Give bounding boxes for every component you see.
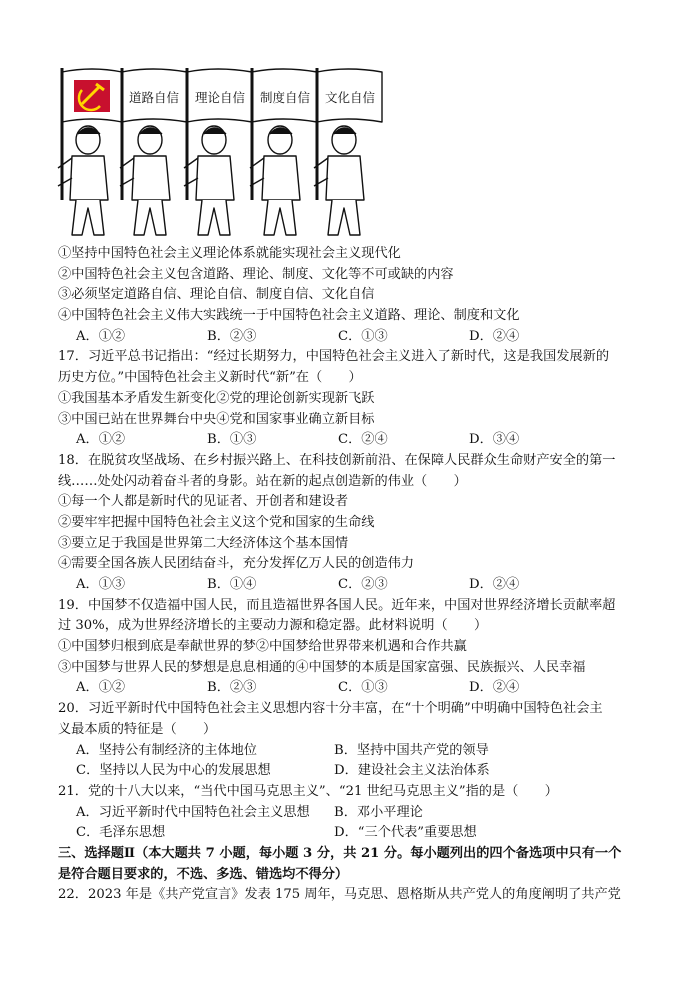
q17-stem-line-2: 历史方位。”中国特色社会主义新时代“新”在（ ） [58, 370, 362, 386]
q17-option-a[interactable]: A．①② [76, 432, 126, 448]
q17-options [58, 430, 648, 451]
q21-option-a[interactable]: A．习近平新时代中国特色社会主义思想 [76, 804, 310, 820]
q21-option-d[interactable]: D．“三个代表”重要思想 [334, 825, 477, 841]
q18-options [58, 575, 648, 596]
q20-stem-line-2: 义最本质的特征是（ ） [58, 721, 217, 737]
q16-statement-4: ④中国特色社会主义伟大实践统一于中国特色社会主义道路、理论、制度和文化 [58, 308, 520, 324]
q20-option-c[interactable]: C．坚持以人民为中心的发展思想 [76, 763, 271, 779]
q18-statement-1: ①每一个人都是新时代的见证者、开创者和建设者 [58, 494, 349, 510]
flag-label-system: 制度自信 [259, 90, 311, 105]
flag-label-theory: 理论自信 [194, 90, 246, 105]
q20-options-row-2 [58, 761, 648, 782]
q18-option-c[interactable]: C．②③ [338, 577, 388, 592]
flag-label-culture: 文化自信 [324, 90, 376, 105]
q16-statement-1: ①坚持中国特色社会主义理论体系就能实现社会主义现代化 [58, 246, 401, 261]
q19-option-a[interactable]: A．①② [76, 680, 126, 696]
q22-stem: 22．2023 年是《共产党宣言》发表 175 周年，马克思、恩格斯从共产党人的角度阐明了共产党 [58, 887, 621, 903]
q21-option-c[interactable]: C．毛泽东思想 [76, 825, 166, 841]
q16-option-d[interactable]: D．②④ [469, 328, 520, 344]
q19-option-b[interactable]: B．②③ [207, 680, 257, 696]
q20-options-row-1 [58, 741, 648, 762]
q17-stem-line-1: 17．习近平总书记指出：“经过长期努力，中国特色社会主义进入了新时代，这是我国发展新的 [58, 349, 610, 365]
q21-option-b[interactable]: B．邓小平理论 [334, 804, 423, 820]
q18-option-a[interactable]: A．①③ [76, 577, 126, 592]
section-3-heading-line-2: 是符合题目要求的，不选、多选、错选均不得分） [58, 866, 349, 882]
q20-option-d[interactable]: D．建设社会主义法治体系 [334, 763, 490, 779]
q19-stem-line-1: 19．中国梦不仅造福中国人民，而且造福世界各国人民。近年来，中国对世界经济增长贡献率超 [58, 597, 616, 613]
flag-label-road: 道路自信 [128, 90, 180, 105]
section-3-heading-line-1: 三、选择题Ⅱ（本大题共 7 小题，每小题 3 分，共 21 分。每小题列出的四个备选项中只有一个 [58, 845, 622, 861]
q16-option-a[interactable]: A．①② [76, 328, 126, 344]
q18-option-b[interactable]: B．①④ [207, 577, 257, 592]
q18-stem-line-1: 18．在脱贫攻坚战场、在乡村振兴路上、在科技创新前沿、在保障人民群众生命财产安全的第一 [58, 452, 616, 468]
q19-statement-1: ①中国梦归根到底是奉献世界的梦②中国梦给世界带来机遇和合作共赢 [58, 639, 467, 655]
q20-stem-line-1: 20．习近平新时代中国特色社会主义思想内容十分丰富，在“十个明确”中明确中国特色社会主 [58, 701, 603, 717]
q21-options-row-2 [58, 823, 648, 844]
q17-option-b[interactable]: B．①③ [207, 432, 257, 448]
q18-statement-3: ③要立足于我国是世界第二大经济体这个基本国情 [58, 535, 349, 551]
q21-options-row-1 [58, 803, 648, 824]
q16-statement-3: ③必须坚定道路自信、理论自信、制度自信、文化自信 [58, 287, 375, 303]
q16-option-b[interactable]: B．②③ [207, 328, 257, 344]
q16-options [58, 327, 648, 348]
q16-statement-2: ②中国特色社会主义包含道路、理论、制度、文化等不可或缺的内容 [58, 266, 454, 282]
q19-statement-2: ③中国梦与世界人民的梦想是息息相通的④中国梦的本质是国家富强、民族振兴、人民幸福 [58, 659, 586, 675]
q18-statement-4: ④需要全国各族人民团结奋斗，充分发挥亿万人民的创造伟力 [58, 556, 415, 572]
q17-statement-1: ①我国基本矛盾发生新变化②党的理论创新实现新飞跃 [58, 390, 375, 406]
q20-option-a[interactable]: A．坚持公有制经济的主体地位 [76, 742, 257, 758]
question-content [58, 244, 648, 906]
q18-option-d[interactable]: D．②④ [469, 577, 520, 592]
q20-option-b[interactable]: B．坚持中国共产党的领导 [334, 742, 489, 758]
q17-option-d[interactable]: D．③④ [469, 432, 520, 448]
hammer-sickle-icon [74, 80, 110, 112]
q19-option-c[interactable]: C．①③ [338, 680, 388, 696]
q17-option-c[interactable]: C．②④ [338, 432, 388, 448]
q17-statement-2: ③中国已站在世界舞台中央④党和国家事业确立新目标 [58, 411, 375, 427]
q21-stem: 21．党的十八大以来，“当代中国马克思主义”、“21 世纪马克思主义”指的是（ ） [58, 783, 558, 799]
q19-option-d[interactable]: D．②④ [469, 680, 520, 696]
q18-stem-line-2: 线……处处闪动着奋斗者的身影。站在新的起点创造新的伟业（ ） [58, 473, 467, 489]
q19-stem-line-2: 过 30%，成为世界经济增长的主要动力源和稳定器。此材料说明（ ） [58, 618, 488, 634]
flag-bearers-illustration [52, 60, 392, 250]
q18-statement-2: ②要牢牢把握中国特色社会主义这个党和国家的生命线 [58, 514, 375, 530]
q16-option-c[interactable]: C．①③ [338, 328, 388, 344]
q19-options [58, 678, 648, 699]
